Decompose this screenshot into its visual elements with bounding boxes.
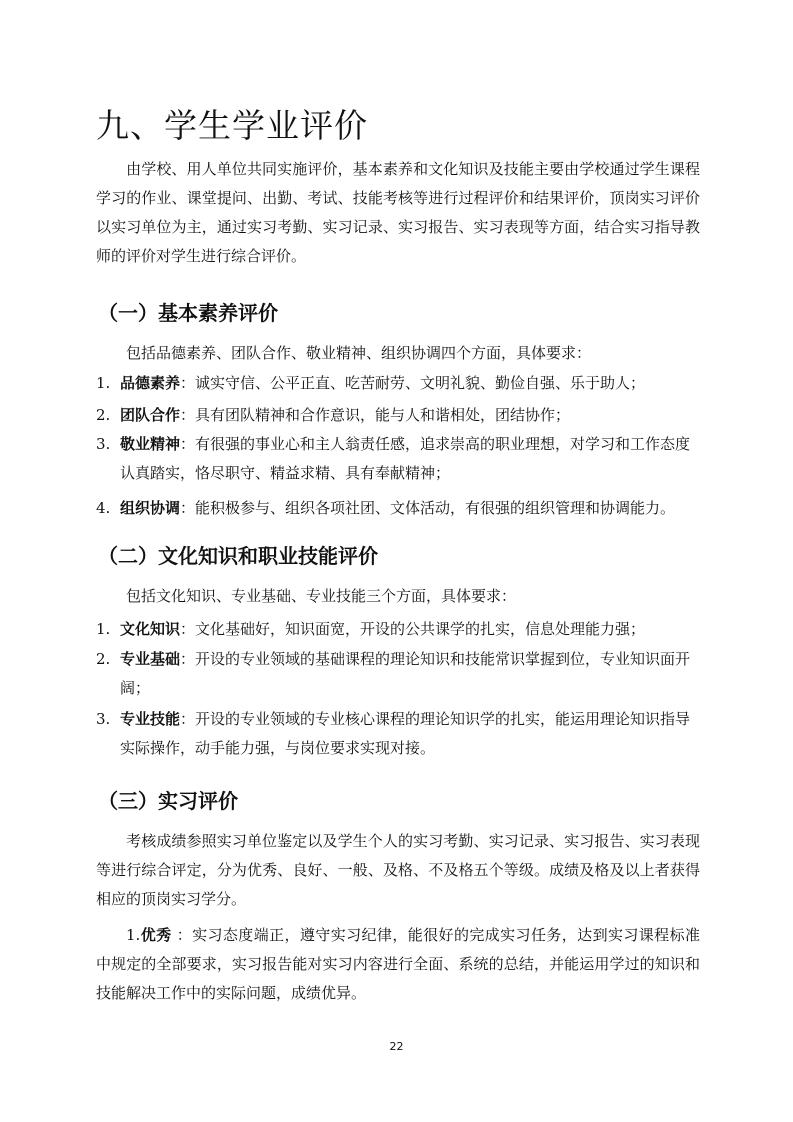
- item-number: 3.: [96, 435, 111, 453]
- list-item: [96, 494, 700, 523]
- list-item: [96, 401, 700, 430]
- list-item: [96, 369, 700, 398]
- item-number: 1.: [126, 926, 141, 944]
- page-title: 九、学生学业评价: [96, 106, 368, 145]
- list-item: [96, 705, 700, 763]
- section3-lead: [96, 827, 700, 914]
- item-text: ：实习态度端正，遵守实习纪律，能很好的完成实习任务，达到实习课程标准中规定的全部要求，实习报告能对实习内容进行全面、系统的总结，并能运用学过的知识和技能解决工作中的实际问题，成绩优异。: [96, 926, 700, 1002]
- item-text: ：开设的专业领域的专业核心课程的理论知识学的扎实，能运用理论知识指导实际操作，动手能力强，与岗位要求实现对接。: [120, 710, 691, 757]
- page-number: 22: [389, 1040, 404, 1053]
- item-term: 专业基础: [120, 650, 181, 668]
- item-term: 组织协调: [120, 499, 181, 517]
- item-term: 品德素养: [120, 374, 181, 392]
- section-heading-1: （一）基本素养评价: [98, 301, 278, 325]
- section1-lead: [96, 339, 700, 368]
- item-number: 3.: [96, 710, 111, 728]
- section3-item-1: [96, 921, 700, 1008]
- item-text: ：开设的专业领域的基础课程的理论知识和技能常识掌握到位，专业知识面开阔；: [120, 650, 691, 697]
- item-text: ：有很强的事业心和主人翁责任感，追求崇高的职业理想，对学习和工作态度认真踏实，恪尽职守、精益求精、具有奉献精神；: [120, 435, 691, 482]
- item-term: 优秀: [140, 926, 172, 944]
- item-text: ：诚实守信、公平正直、吃苦耐劳、文明礼貌、勤俭自强、乐于助人；: [180, 374, 646, 392]
- item-term: 敬业精神: [120, 435, 181, 453]
- section-heading-2: （二）文化知识和职业技能评价: [98, 544, 378, 568]
- item-text: ：能积极参与、组织各项社团、文体活动，有很强的组织管理和协调能力。: [180, 499, 676, 517]
- list-item: [96, 430, 700, 488]
- list-item: [96, 645, 700, 703]
- item-text: ：文化基础好，知识面宽，开设的公共课学的扎实，信息处理能力强；: [180, 620, 646, 638]
- item-number: 2.: [96, 650, 111, 668]
- section-heading-3: （三）实习评价: [98, 789, 238, 813]
- item-number: 1.: [96, 620, 111, 638]
- section2-lead: [96, 582, 700, 611]
- item-term: 专业技能: [120, 710, 181, 728]
- intro-text: 由学校、用人单位共同实施评价，基本素养和文化知识及技能主要由学校通过学生课程学习的作业、课堂提问、出勤、考试、技能考核等进行过程评价和结果评价，顶岗实习评价以实习单位为主，通过实习考勤、实习记录、实习报告、实习表现等方面，结合实习指导教师的评价对学生进行综合评价。: [96, 160, 700, 265]
- item-text: ：具有团队精神和合作意识，能与人和谐相处，团结协作；: [180, 406, 571, 424]
- section1-lead-text: 包括品德素养、团队合作、敬业精神、组织协调四个方面，具体要求：: [126, 344, 592, 362]
- item-number: 4.: [96, 499, 111, 517]
- intro-paragraph: [96, 155, 700, 271]
- section3-lead-text: 考核成绩参照实习单位鉴定以及学生个人的实习考勤、实习记录、实习报告、实习表现等进行综合评定，分为优秀、良好、一般、及格、不及格五个等级。成绩及格及以上者获得相应的顶岗实习学分。: [96, 832, 700, 908]
- list-item: [96, 615, 700, 644]
- item-term: 团队合作: [120, 406, 181, 424]
- item-term: 文化知识: [120, 620, 181, 638]
- item-number: 1.: [96, 374, 111, 392]
- section2-lead-text: 包括文化知识、专业基础、专业技能三个方面，具体要求：: [126, 587, 517, 605]
- item-number: 2.: [96, 406, 111, 424]
